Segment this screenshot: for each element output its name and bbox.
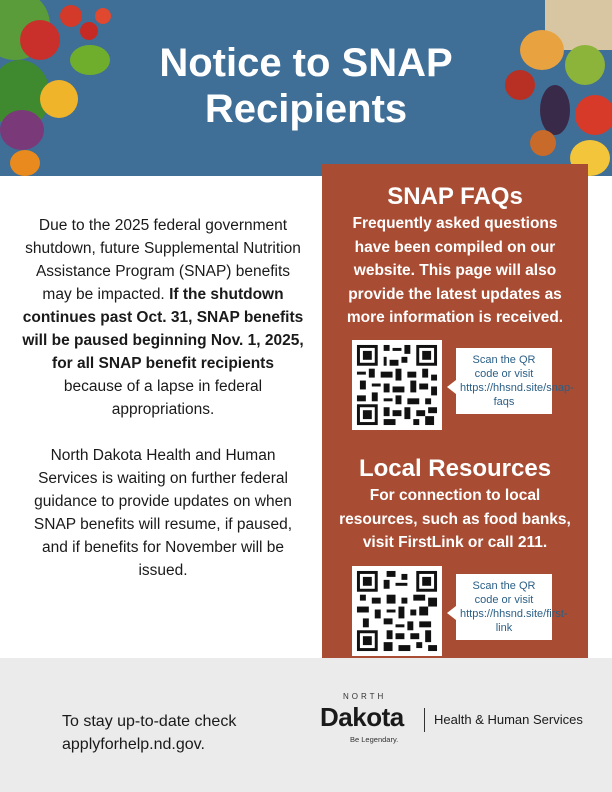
title-line-2: Recipients [204,87,408,131]
faq-qr-row [352,340,572,430]
footer-text: To stay up-to-date check applyforhelp.nd.gov. [62,713,237,753]
faq-qr-code[interactable] [352,340,442,430]
logo-north: NORTH [343,692,387,701]
page-title [0,40,612,132]
notice-text [22,214,304,605]
footer [0,658,612,792]
local-qr-callout[interactable]: Scan the QR code or visit https://hhsnd.site/first-link [456,574,552,640]
nd-hhs-logo [320,692,600,762]
logo-dakota: Dakota [320,702,404,732]
notice-highlight: If the shutdown continues past Oct. 31, SNAP benefits will be paused beginning Nov. 1, 2025, for all SNAP benefit recipients [22,286,304,372]
local-qr-row [352,566,572,656]
logo-department: Health & Human Services [434,712,583,727]
faq-body: Frequently asked questions have been compiled on our website. This page will also provide the latest updates as more information is received. [346,215,564,326]
faq-qr-callout[interactable]: Scan the QR code or visit https://hhsnd.site/snap-faqs [456,348,552,414]
notice-paragraph-2: North Dakota Health and Human Services is waiting on further federal guidance to provide updates on when SNAP benefits will resume, if paused, and if benefits for November will be issued. [33,447,293,579]
local-resources-body: For connection to local resources, such as food banks, visit FirstLink or call 211. [339,487,571,551]
title-line-1: Notice to SNAP [159,41,453,85]
notice-paragraph-1 [22,214,304,421]
local-qr-code[interactable] [352,566,442,656]
notice-reason: because of a lapse in federal appropriations. [63,378,263,418]
logo-divider [424,708,425,732]
header-banner [0,0,612,176]
resources-box [322,164,588,678]
local-resources-heading: Local Resources [358,455,552,482]
notice-intro: Due to the 2025 federal government shutdown, future Supplemental Nutrition Assistance Program (SNAP) benefits may be impacted. [25,217,301,303]
faq-heading: SNAP FAQs [387,183,523,210]
logo-tagline: Be Legendary. [350,735,399,744]
